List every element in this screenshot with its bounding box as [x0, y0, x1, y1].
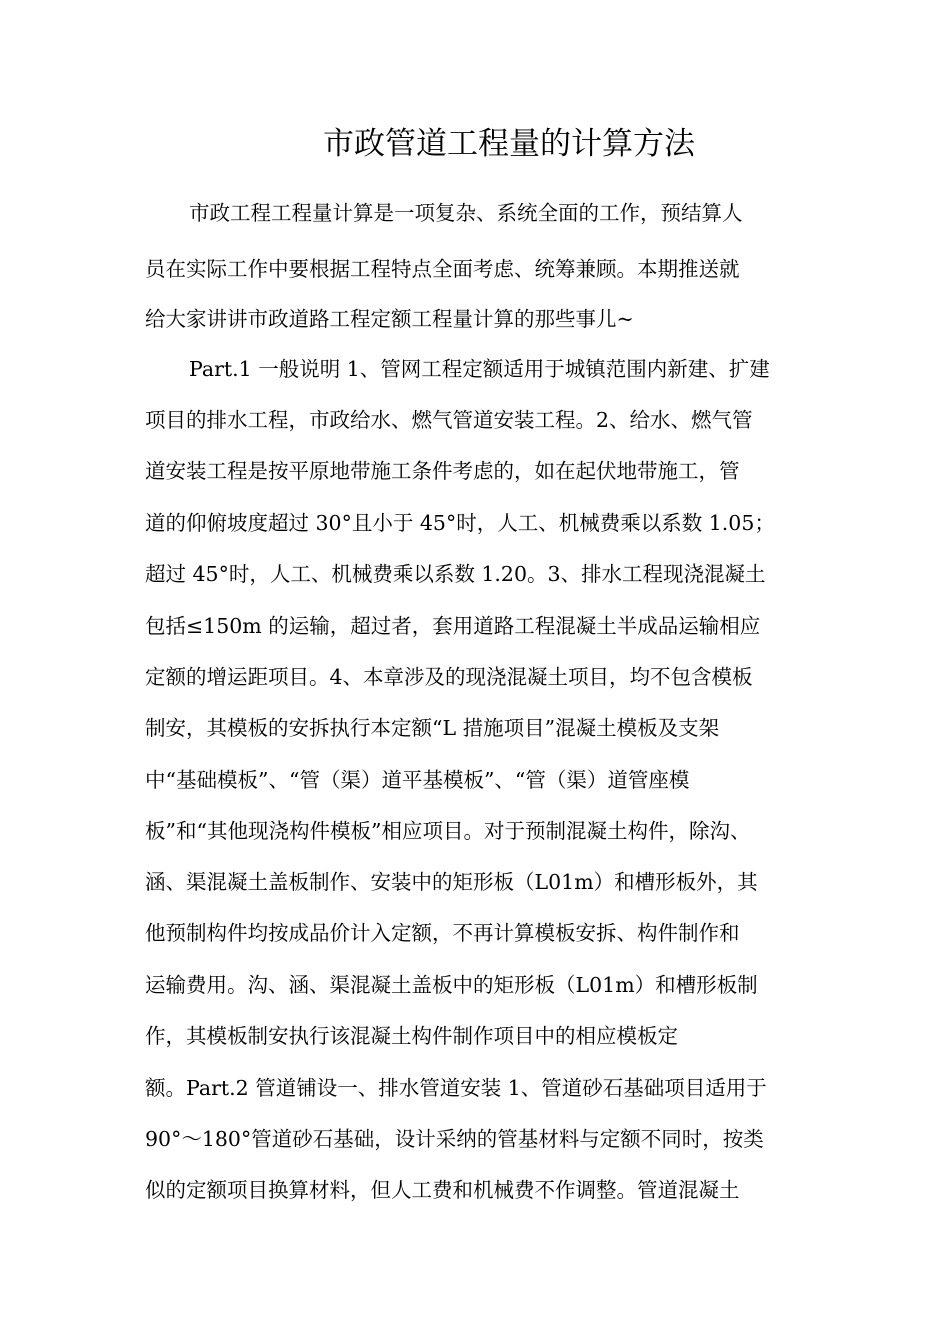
document-title: 市政管道工程量的计算方法	[323, 126, 695, 162]
paragraph-1-line-3: 给大家讲讲市政道路工程定额工程量计算的那些事儿~	[145, 307, 634, 331]
paragraph-2-line-11: 涵、渠混凝土盖板制作、安装中的矩形板（L01m）和槽形板外，其	[145, 870, 758, 894]
paragraph-2-line-2: 项目的排水工程，市政给水、燃气管道安装工程。2、给水、燃气管	[145, 408, 753, 432]
paragraph-2-line-8: 制安，其模板的安拆执行本定额“L 措施项目”混凝土模板及支架	[145, 716, 720, 740]
paragraph-2-line-16: 90°～180°管道砂石基础，设计采纳的管基材料与定额不同时，按类	[145, 1127, 764, 1151]
paragraph-2-line-12: 他预制构件均按成品价计入定额，不再计算模板安拆、构件制作和	[145, 921, 740, 945]
paragraph-2-line-4: 道的仰俯坡度超过 30°且小于 45°时，人工、机械费乘以系数 1.05；	[145, 511, 775, 535]
paragraph-2-line-1: Part.1 一般说明 1、管网工程定额适用于城镇范围内新建、扩建	[189, 357, 770, 381]
paragraph-2-line-17: 似的定额项目换算材料，但人工费和机械费不作调整。管道混凝土	[145, 1178, 740, 1202]
paragraph-2-line-15: 额。Part.2 管道铺设一、排水管道安装 1、管道砂石基础项目适用于	[145, 1076, 767, 1100]
paragraph-2-line-10: 板”和“其他现浇构件模板”相应项目。对于预制混凝土构件，除沟、	[145, 819, 751, 843]
paragraph-2-line-9: 中“基础模板”、“管（渠）道平基模板”、“管（渠）道管座模	[145, 768, 690, 792]
paragraph-2-line-3: 道安装工程是按平原地带施工条件考虑的，如在起伏地带施工，管	[145, 459, 740, 483]
paragraph-2-line-7: 定额的增运距项目。4、本章涉及的现浇混凝土项目，均不包含模板	[145, 665, 753, 689]
paragraph-1-line-2: 员在实际工作中要根据工程特点全面考虑、统筹兼顾。本期推送就	[145, 257, 740, 281]
paragraph-2-line-6: 包括≤150m 的运输，超过者，套用道路工程混凝土半成品运输相应	[145, 614, 761, 638]
paragraph-2-line-5: 超过 45°时，人工、机械费乘以系数 1.20。3、排水工程现浇混凝土	[145, 562, 766, 586]
paragraph-1-line-1: 市政工程工程量计算是一项复杂、系统全面的工作，预结算人	[189, 201, 743, 225]
paragraph-2-line-13: 运输费用。沟、涵、渠混凝土盖板中的矩形板（L01m）和槽形板制	[145, 973, 758, 997]
paragraph-2-line-14: 作，其模板制安执行该混凝土构件制作项目中的相应模板定	[145, 1024, 678, 1048]
